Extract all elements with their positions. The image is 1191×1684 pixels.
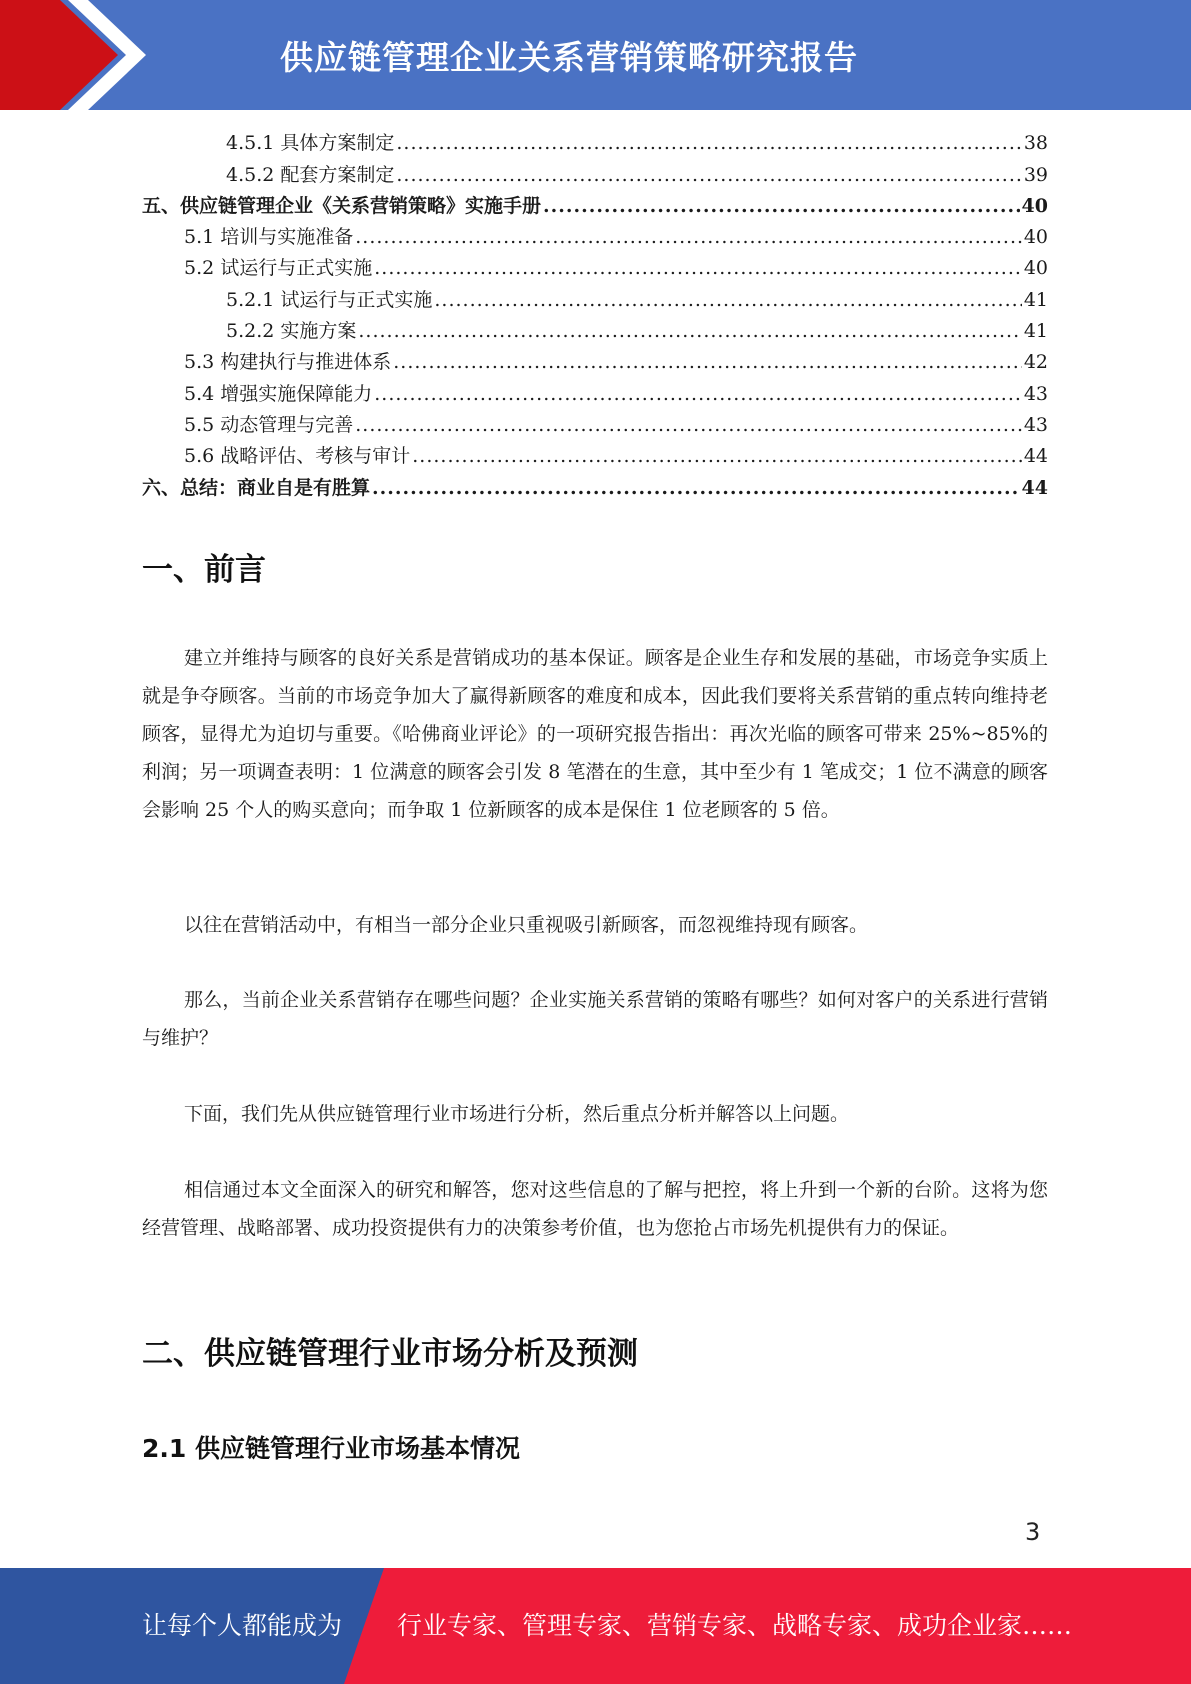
toc-entry-title: 5.5 动态管理与完善 bbox=[184, 413, 354, 436]
table-of-contents bbox=[142, 128, 1048, 504]
toc-leader-dots bbox=[355, 410, 1022, 441]
toc-entry[interactable] bbox=[142, 159, 1048, 190]
footer-slogan-left: 让每个人都能成为 bbox=[142, 1611, 343, 1640]
toc-entry-title: 4.5.2 配套方案制定 bbox=[226, 163, 395, 186]
toc-entry-page: 43 bbox=[1023, 413, 1048, 436]
page-footer bbox=[0, 1568, 1191, 1684]
toc-entry[interactable] bbox=[142, 441, 1048, 472]
toc-entry[interactable] bbox=[142, 316, 1048, 347]
toc-leader-dots bbox=[396, 128, 1021, 159]
toc-leader-dots bbox=[393, 347, 1022, 378]
toc-entry-title: 五、供应链管理企业《关系营销策略》实施手册 bbox=[142, 194, 542, 217]
section-heading-preface: 一、前言 bbox=[142, 552, 266, 588]
toc-entry-title: 5.2.1 试运行与正式实施 bbox=[226, 288, 433, 311]
toc-entry-page: 40 bbox=[1023, 257, 1048, 280]
toc-entry-title: 5.2 试运行与正式实施 bbox=[184, 257, 373, 280]
toc-entry[interactable] bbox=[142, 378, 1048, 409]
toc-leader-dots bbox=[374, 253, 1022, 284]
page-number: 3 bbox=[1025, 1518, 1041, 1546]
toc-leader-dots bbox=[372, 473, 1020, 504]
toc-entry-page: 41 bbox=[1023, 320, 1048, 343]
toc-leader-dots bbox=[355, 222, 1022, 253]
toc-entry-page: 39 bbox=[1023, 163, 1048, 186]
toc-entry-page: 43 bbox=[1023, 382, 1048, 405]
toc-entry[interactable] bbox=[142, 253, 1048, 284]
paragraph: 下面，我们先从供应链管理行业市场进行分析，然后重点分析并解答以上问题。 bbox=[184, 1103, 850, 1125]
toc-leader-dots bbox=[412, 441, 1022, 472]
page-header bbox=[0, 0, 1191, 110]
paragraph: 相信通过本文全面深入的研究和解答，您对这些信息的了解与把控，将上升到一个新的台阶。这将为您经营管理、战略部署、成功投资提供有力的决策参考价值，也为您抢占市场先机提供有力的保证。 bbox=[142, 1179, 1048, 1239]
toc-leader-dots bbox=[374, 379, 1022, 410]
toc-entry-page: 44 bbox=[1021, 476, 1048, 499]
header-title: 供应链管理企业关系营销策略研究报告 bbox=[280, 37, 858, 77]
toc-leader-dots bbox=[434, 285, 1021, 316]
paragraph: 以往在营销活动中，有相当一部分企业只重视吸引新顾客，而忽视维持现有顾客。 bbox=[184, 914, 869, 936]
toc-entry[interactable] bbox=[142, 191, 1048, 222]
toc-entry-title: 5.3 构建执行与推进体系 bbox=[184, 351, 392, 374]
footer-slogan-right: 行业专家、管理专家、营销专家、战略专家、成功企业家…… bbox=[397, 1611, 1073, 1640]
toc-entry-title: 5.2.2 实施方案 bbox=[226, 320, 357, 343]
header-arrow-decoration bbox=[0, 0, 160, 110]
toc-entry-page: 40 bbox=[1021, 194, 1048, 217]
toc-entry-title: 4.5.1 具体方案制定 bbox=[226, 132, 395, 155]
toc-leader-dots bbox=[543, 191, 1020, 222]
toc-entry-title: 5.6 战略评估、考核与审计 bbox=[184, 445, 411, 468]
toc-leader-dots bbox=[396, 160, 1021, 191]
paragraph: 那么，当前企业关系营销存在哪些问题？企业实施关系营销的策略有哪些？如何对客户的关系进行营销与维护？ bbox=[142, 989, 1048, 1049]
toc-entry[interactable] bbox=[142, 472, 1048, 503]
toc-entry-title: 5.4 增强实施保障能力 bbox=[184, 382, 373, 405]
subsection-heading: 2.1 供应链管理行业市场基本情况 bbox=[142, 1434, 520, 1463]
paragraph: 建立并维持与顾客的良好关系是营销成功的基本保证。顾客是企业生存和发展的基础，市场竞争实质上就是争夺顾客。当前的市场竞争加大了赢得新顾客的难度和成本，因此我们要将关系营销的重点转向维持老顾客，显得尤为迫切与重要。《哈佛商业评论》的一项研究报告指出：再次光临的顾客可带来 25%~85%的利润；另一项调查表明：1 位满意的顾客会引发 8 笔潜在的生意，其中至少有 1 笔成交；1 位不满意的顾客会影响 25 个人的购买意向；而争取 1 位新顾客的成本是保住 1 位老顾客的 5 倍。 bbox=[142, 647, 1048, 821]
toc-leader-dots bbox=[358, 316, 1021, 347]
toc-entry[interactable] bbox=[142, 128, 1048, 159]
toc-entry[interactable] bbox=[142, 222, 1048, 253]
toc-entry[interactable] bbox=[142, 284, 1048, 315]
toc-entry-page: 38 bbox=[1023, 132, 1048, 155]
toc-entry[interactable] bbox=[142, 347, 1048, 378]
toc-entry-page: 41 bbox=[1023, 288, 1048, 311]
toc-entry-title: 5.1 培训与实施准备 bbox=[184, 226, 354, 249]
toc-entry-page: 40 bbox=[1023, 226, 1048, 249]
toc-entry-page: 42 bbox=[1023, 351, 1048, 374]
toc-entry[interactable] bbox=[142, 410, 1048, 441]
toc-entry-title: 六、总结：商业自是有胜算 bbox=[142, 476, 371, 499]
section-heading-market-analysis: 二、供应链管理行业市场分析及预测 bbox=[142, 1336, 638, 1372]
toc-entry-page: 44 bbox=[1023, 445, 1048, 468]
